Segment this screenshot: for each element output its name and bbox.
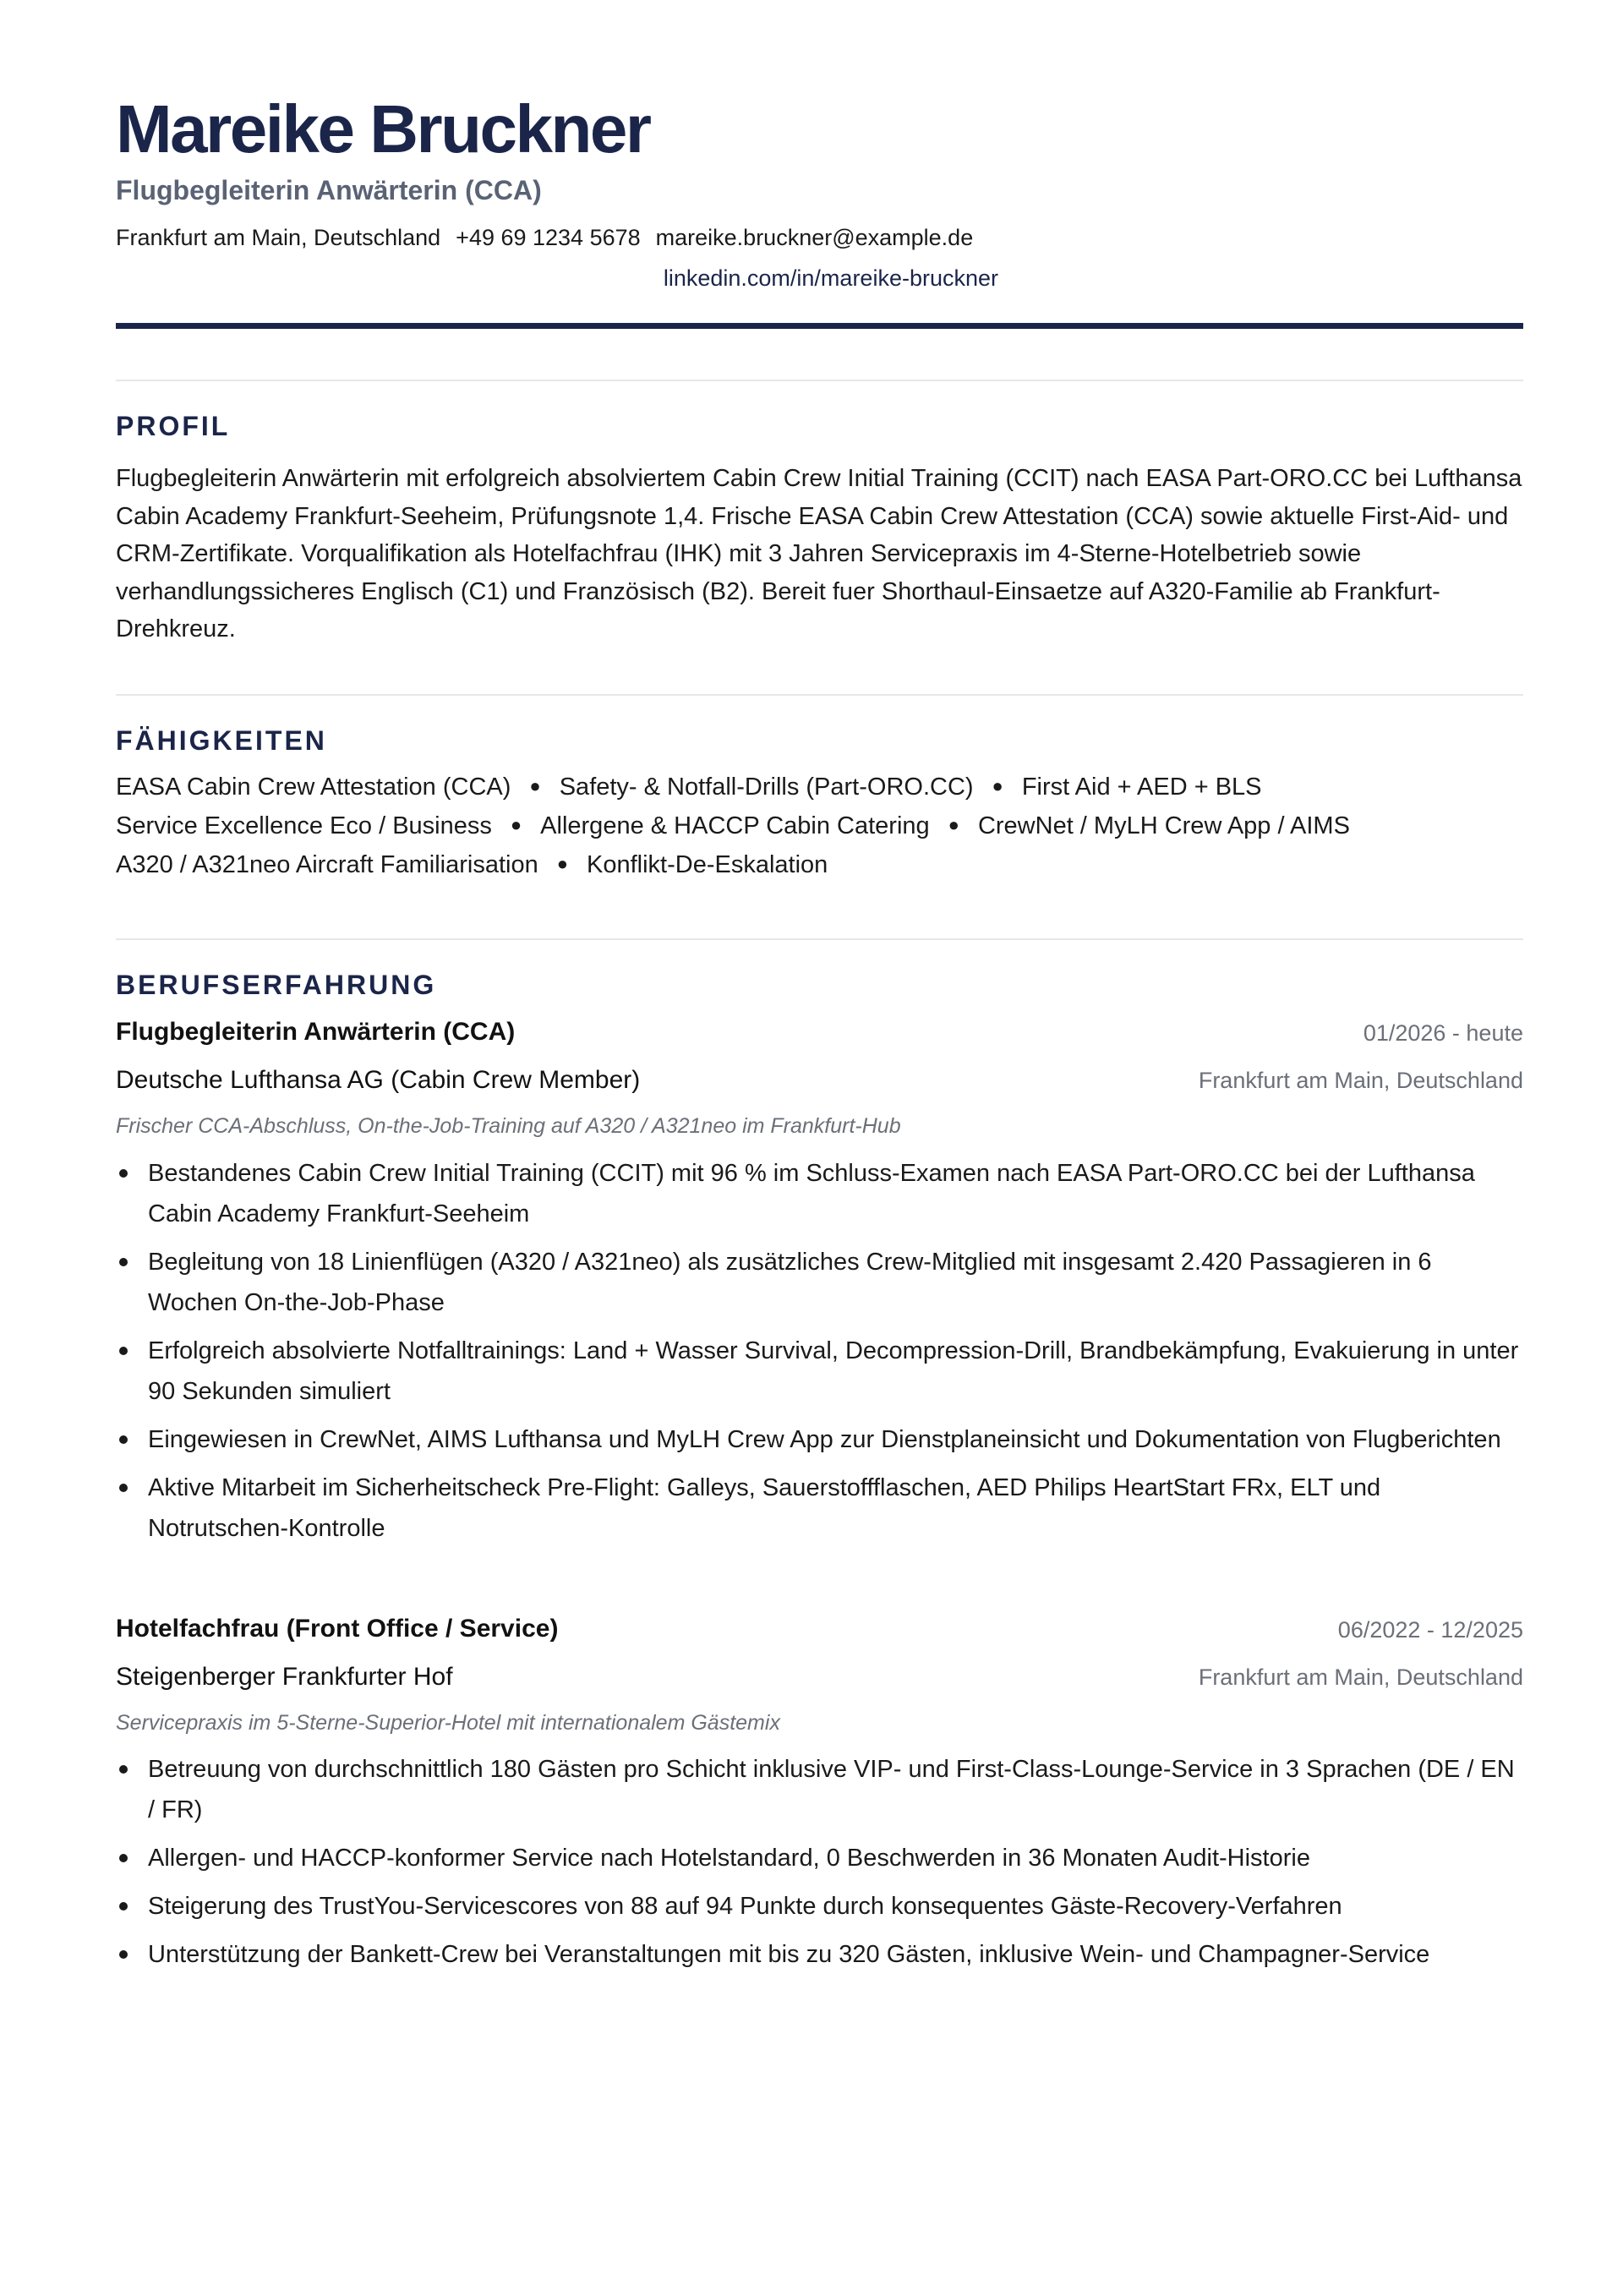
list-item [116,1886,1523,1927]
bullet-dot-icon: ● [556,853,569,874]
candidate-name: Mareike Bruckner [116,91,650,167]
section-divider [116,380,1523,381]
list-item [116,1242,1523,1323]
bullet-text: Erfolgreich absolvierte Notfalltrainings: Land + Wasser Survival, Decompression-Drill, Brandbekämpfung, Evakuierung in unter 90 Sekunden simuliert [148,1337,1519,1405]
job-title: Hotelfachfrau (Front Office / Service) [116,1615,559,1643]
list-item [116,1153,1523,1234]
bullet-text: Eingewiesen in CrewNet, AIMS Lufthansa und MyLH Crew App zur Dienstplaneinsicht und Dokumentation von Flugberichten [148,1426,1501,1453]
job-bullet-list [116,1153,1523,1556]
contact-phone[interactable]: +49 69 1234 5678 [456,225,641,250]
contact-email[interactable]: mareike.bruckner@example.de [655,225,974,250]
bullet-icon [119,1484,128,1492]
section-title-skills: FÄHIGKEITEN [116,725,327,756]
header-divider [116,323,1523,329]
section-title-experience: BERUFSERFAHRUNG [116,970,437,1000]
list-item [116,1419,1523,1460]
job-note: Servicepraxis im 5-Sterne-Superior-Hotel mit internationalem Gästemix [116,1711,780,1735]
skill-item: Service Excellence Eco / Business [116,812,492,839]
skill-item: EASA Cabin Crew Attestation (CCA) [116,774,511,801]
bullet-text: Bestandenes Cabin Crew Initial Training (CCIT) mit 96 % im Schluss-Examen nach EASA Part-ORO.CC bei der Lufthansa Cabin Academy Frankfurt-Seeheim [148,1160,1475,1227]
skill-item: A320 / A321neo Aircraft Familiarisation [116,851,538,878]
job-title: Flugbegleiterin Anwärterin (CCA) [116,1018,516,1046]
job-date: 06/2022 - 12/2025 [1337,1617,1523,1643]
contact-row [116,227,998,249]
section-divider [116,694,1523,696]
contact-linkedin-link[interactable]: linkedin.com/in/mareike-bruckner [663,265,998,291]
job-company: Deutsche Lufthansa AG (Cabin Crew Member) [116,1066,641,1094]
list-item [116,1749,1523,1830]
bullet-dot-icon: ● [529,775,541,796]
list-item [116,1468,1523,1549]
bullet-dot-icon: ● [992,775,1003,796]
bullet-icon [119,1854,128,1862]
section-divider [116,938,1523,940]
contact-location: Frankfurt am Main, Deutschland [116,225,441,250]
bullet-icon [119,1347,128,1355]
bullet-dot-icon: ● [948,814,959,835]
bullet-text: Betreuung von durchschnittlich 180 Gästen pro Schicht inklusive VIP- und First-Class-Lounge-Service in 3 Sprachen (DE / EN / FR) [148,1756,1515,1823]
bullet-icon [119,1169,128,1178]
bullet-text: Unterstützung der Bankett-Crew bei Veranstaltungen mit bis zu 320 Gästen, inklusive Wein- und Champagner-Service [148,1941,1430,1968]
job-note: Frischer CCA-Abschluss, On-the-Job-Training auf A320 / A321neo im Frankfurt-Hub [116,1114,901,1138]
skill-item: Allergene & HACCP Cabin Catering [540,812,930,839]
section-title-profile: PROFIL [116,411,231,441]
skills-row [116,775,1262,800]
skill-item: First Aid + AED + BLS [1021,774,1262,801]
skills-row [116,853,828,877]
job-location: Frankfurt am Main, Deutschland [1198,1068,1523,1093]
candidate-subtitle: Flugbegleiterin Anwärterin (CCA) [116,175,542,205]
bullet-text: Allergen- und HACCP-konformer Service nach Hotelstandard, 0 Beschwerden in 36 Monaten Audit-Historie [148,1845,1310,1872]
job-bullet-list [116,1749,1523,1982]
list-item [116,1934,1523,1975]
bullet-text: Aktive Mitarbeit im Sicherheitscheck Pre-Flight: Galleys, Sauerstoffflaschen, AED Philips HeartStart FRx, ELT und Notrutschen-Kontrolle [148,1474,1381,1542]
skills-row [116,814,1350,839]
profile-summary: Flugbegleiterin Anwärterin mit erfolgreich absolviertem Cabin Crew Initial Training (CCIT) nach EASA Part-ORO.CC bei Lufthansa Cabin Academy Frankfurt-Seeheim, Prüfungsnote 1,4. Frische EASA Cabin Crew Attestation (CCA) sowie aktuelle First-Aid- und CRM-Zertifikate. Vorqualifikation als Hotelfachfrau (IHK) mit 3 Jahren Servicepraxis im 4-Sterne-Hotelbetrieb sowie verhandlungssicheres Englisch (C1) und Französisch (B2). Bereit fuer Shorthaul-Einsaetze auf A320-Familie ab Frankfurt-Drehkreuz. [116,465,1522,642]
bullet-icon [119,1435,128,1444]
bullet-icon [119,1950,128,1959]
job-company: Steigenberger Frankfurter Hof [116,1663,453,1691]
list-item [116,1331,1523,1412]
bullet-icon [119,1902,128,1911]
skill-item: Safety- & Notfall-Drills (Part-ORO.CC) [559,774,974,801]
skill-item: CrewNet / MyLH Crew App / AIMS [977,812,1350,839]
job-date: 01/2026 - heute [1363,1020,1523,1046]
bullet-text: Steigerung des TrustYou-Servicescores von 88 auf 94 Punkte durch konsequentes Gäste-Recovery-Verfahren [148,1893,1342,1920]
bullet-text: Begleitung von 18 Linienflügen (A320 / A321neo) als zusätzliches Crew-Mitglied mit insgesamt 2.420 Passagieren in 6 Wochen On-the-Job-Phase [148,1249,1432,1316]
skill-item: Konflikt-De-Eskalation [587,851,828,878]
list-item [116,1838,1523,1878]
job-location: Frankfurt am Main, Deutschland [1198,1665,1523,1690]
bullet-icon [119,1258,128,1266]
bullet-icon [119,1765,128,1774]
bullet-dot-icon: ● [510,814,522,835]
